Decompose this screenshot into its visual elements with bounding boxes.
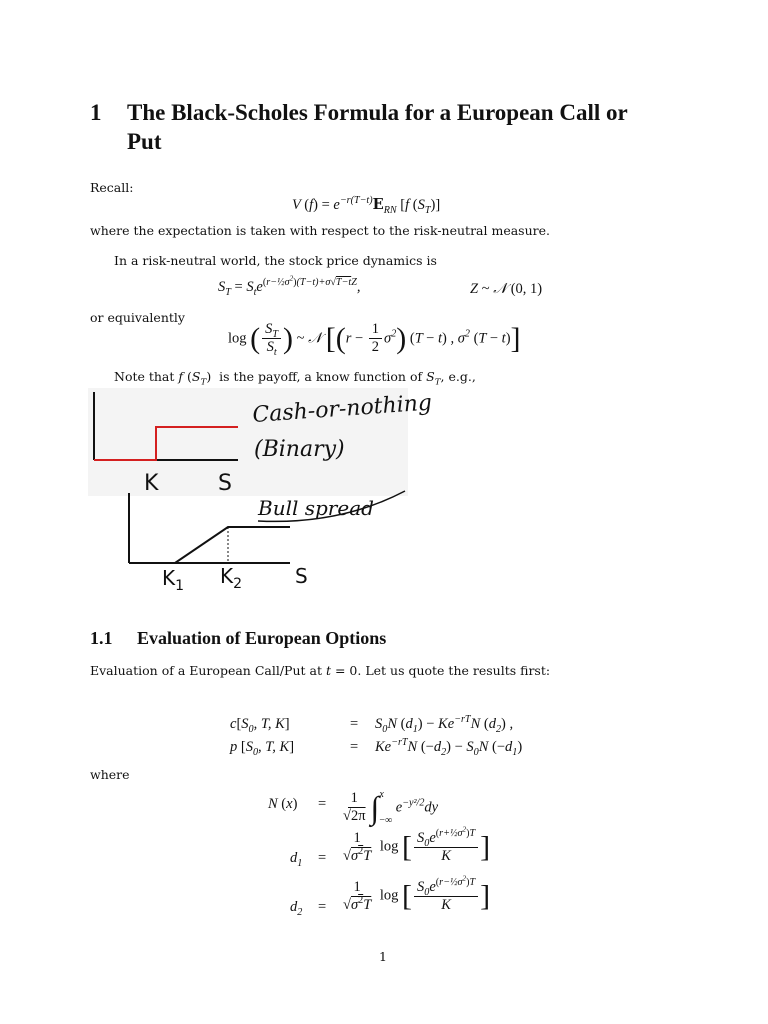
normal-cdf-lhs: N (x) <box>268 796 298 812</box>
binary-payoff-sketch <box>88 388 433 496</box>
binary-label-line1: Cash-or-nothing <box>251 390 433 428</box>
riskneutral-text: In a risk-neutral world, the stock price dynamics is <box>114 253 437 268</box>
put-equation-rhs: $Ke^{-rT}N$ $(-d_2) - S_0N$ $(-d_1)$ <box>375 737 523 758</box>
bull-s-label: S <box>295 564 308 588</box>
bull-k2-label: $K_2$ <box>220 564 243 592</box>
call-equation-eq: = <box>350 716 359 732</box>
bull-spread-label: Bull spread <box>258 496 374 520</box>
z-distribution: Z ~ 𝒩 (0, 1) <box>470 281 543 297</box>
d2-lhs: $d_2$ <box>290 899 303 918</box>
d2-eq: = <box>318 899 327 915</box>
call-equation-rhs: $S_0N$ $(d_1) - Ke^{-rT}N$ $(d_2)$ , <box>375 714 514 735</box>
d2-rhs: $\frac{1}{√\sigma^2T}$ log [ $\frac{S_0e^{(r-\frac{1}{2}\sigma^2)T}}{K}$ ] <box>343 875 491 914</box>
bull-k1-label: $K_1$ <box>162 566 185 594</box>
subsection-number: 1.1 <box>90 628 113 648</box>
normal-cdf-rhs: $\frac{1}{√2\pi}$ ∫ x −∞ $e^{-y^2/2}dy$ <box>343 789 439 826</box>
normal-cdf-eq: = <box>318 796 327 812</box>
value-equation: V $(f) = e^{-r(T-t)}E_{RN}$ [f $(S_T)$] <box>292 195 441 216</box>
section-title-line1: The Black-Scholes Formula for a European Call or <box>127 100 628 125</box>
put-equation-eq: = <box>350 739 359 755</box>
expectation-text: where the expectation is taken with respect to the risk-neutral measure. <box>90 223 550 238</box>
note-text: Note that f $(S_T)$ is the payoff, a know function of $S_T$, e.g., <box>114 369 476 388</box>
or-equivalently-text: or equivalently <box>90 310 185 325</box>
where-text: where <box>90 767 130 782</box>
stock-dynamics-equation: $S_T = S_te^{(r-\frac{1}{2}\sigma^2)(T-t)+\sigma√T-tZ}$, <box>218 275 361 299</box>
section-number: 1 <box>90 100 102 125</box>
call-equation-lhs: $c[S_0$, T, K] <box>230 716 290 735</box>
bull-payoff-line <box>129 527 290 563</box>
page-number: 1 <box>379 949 387 964</box>
d1-lhs: $d_1$ <box>290 850 303 869</box>
log-distribution-equation: log ( $\frac{S_T}{S_t}$ ) ~ 𝒩 [(r − $\frac{1}{2}$ $\sigma^2$) (T − t) , $\sigma^2$ (T − t)] <box>228 321 521 359</box>
binary-label-line2: (Binary) <box>254 437 345 462</box>
recall-label: Recall: <box>90 180 134 195</box>
subsection-title: Evaluation of European Options <box>137 628 387 648</box>
d1-rhs: $\frac{1}{√\sigma^2T}$ log [ $\frac{S_0e^{(r+\frac{1}{2}\sigma^2)T}}{K}$ ] <box>343 826 491 865</box>
binary-k-label: K <box>144 471 159 496</box>
binary-s-label: S <box>218 471 232 496</box>
put-equation-lhs: p [$S_0$, T, K] <box>230 739 295 758</box>
d1-eq: = <box>318 850 327 866</box>
section-title-line2: Put <box>127 129 162 154</box>
bull-spread-sketch <box>120 485 420 593</box>
evaluation-text: Evaluation of a European Call/Put at t = 0. Let us quote the results first: <box>90 663 551 678</box>
